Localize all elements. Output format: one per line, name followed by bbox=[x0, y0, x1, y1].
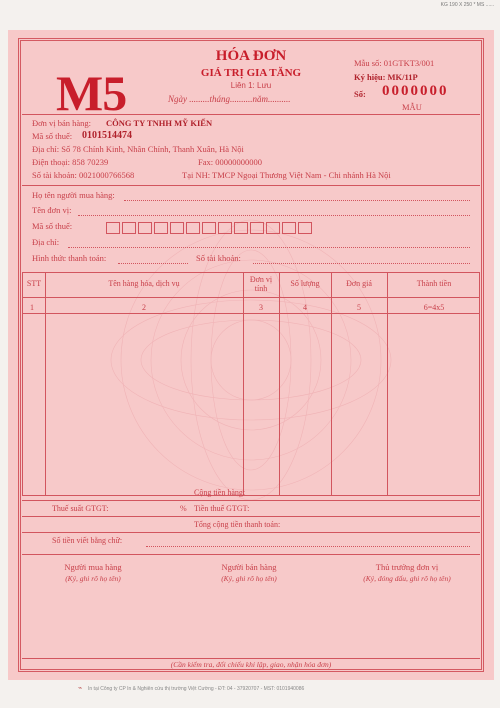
buyer-address-line[interactable] bbox=[68, 247, 470, 248]
date-line: Ngày .........tháng..........năm.......... bbox=[168, 94, 291, 104]
buyer-tax-label: Mã số thuế: bbox=[32, 221, 73, 231]
divider bbox=[22, 658, 480, 659]
sig-seller: Người bán hàng bbox=[221, 562, 277, 572]
payment-line[interactable] bbox=[118, 263, 188, 264]
sig-head-note: (Ký, đóng dấu, ghi rõ họ tên) bbox=[363, 574, 451, 583]
seller-bank: Tại NH: TMCP Ngoại Thương Việt Nam - Chi nhánh Hà Nội bbox=[182, 170, 391, 180]
divider bbox=[22, 500, 480, 501]
col-num-6: 6=4x5 bbox=[423, 303, 445, 312]
buyer-account-line[interactable] bbox=[253, 263, 470, 264]
symbol: Ký hiệu: MK/11P bbox=[354, 72, 418, 82]
sig-buyer-note: (Ký, ghi rõ họ tên) bbox=[65, 574, 121, 583]
col-num-4: 4 bbox=[303, 303, 307, 312]
seller-phone: Điện thoại: 858 70239 bbox=[32, 157, 109, 167]
buyer-tax-boxes[interactable] bbox=[106, 219, 314, 237]
th-stt: STT bbox=[26, 279, 42, 288]
buyer-unit-label: Tên đơn vị: bbox=[32, 205, 72, 215]
col-num-3: 3 bbox=[259, 303, 263, 312]
invoice-subtitle: GIÁ TRỊ GIA TĂNG bbox=[200, 67, 302, 79]
serial-number: 0000000 bbox=[382, 83, 449, 99]
seller-tax-label: Mã số thuế: bbox=[32, 131, 73, 141]
seller-address: Địa chỉ: Số 78 Chính Kinh, Nhân Chính, Thanh Xuân, Hà Nội bbox=[32, 144, 244, 154]
col-num-2: 2 bbox=[142, 303, 146, 312]
th-unit: Đơn vị tính bbox=[249, 275, 273, 293]
corner-spec: KG 190 X 250 * MS ...... bbox=[440, 2, 494, 8]
amount-in-words-line[interactable] bbox=[146, 546, 470, 547]
divider bbox=[22, 532, 480, 533]
divider bbox=[22, 516, 480, 517]
seller-fax: Fax: 00000000000 bbox=[198, 157, 262, 167]
th-unit-price: Đơn giá bbox=[346, 279, 372, 288]
sig-seller-note: (Ký, ghi rõ họ tên) bbox=[221, 574, 277, 583]
logo-m5: M5 bbox=[56, 65, 127, 121]
seller-name-label: Đơn vị bán hàng: bbox=[32, 118, 92, 128]
form-number: Mẫu số: 01GTKT3/001 bbox=[354, 58, 435, 68]
buyer-name-label: Họ tên người mua hàng: bbox=[32, 190, 115, 200]
payment-label: Hình thức thanh toán: bbox=[32, 253, 107, 263]
check-note: (Cần kiểm tra, đối chiếu khi lập, giao, nhận hóa đơn) bbox=[170, 660, 332, 669]
items-table bbox=[22, 272, 480, 496]
divider bbox=[22, 185, 480, 186]
vat-amount-label: Tiền thuế GTGT: bbox=[194, 504, 250, 513]
seller-tax: 0101514474 bbox=[82, 130, 132, 141]
serial-label: Số: bbox=[354, 89, 366, 99]
th-amount: Thành tiền bbox=[416, 279, 452, 288]
buyer-account-label: Số tài khoản: bbox=[196, 253, 241, 263]
buyer-address-label: Địa chỉ: bbox=[32, 237, 60, 247]
printer-line: In tại Công ty CP In & Nghiên cứu thị trường Việt Cường - ĐT: 04 - 37920707 - MST: 0101940086 bbox=[88, 686, 305, 692]
invoice-sheet bbox=[8, 30, 494, 680]
invoice-title: HÓA ĐƠN bbox=[215, 48, 287, 64]
vat-rate-label: Thuế suất GTGT: bbox=[52, 504, 109, 513]
seller-account: Số tài khoản: 0021000766568 bbox=[32, 170, 135, 180]
amount-in-words-label: Số tiền viết bằng chữ: bbox=[52, 536, 123, 545]
th-goods: Tên hàng hóa, dịch vụ bbox=[108, 279, 180, 288]
grand-total-label: Tổng cộng tiền thanh toán: bbox=[194, 520, 281, 529]
printer-logo-icon: ⌁ bbox=[78, 684, 83, 692]
subtotal-label: Cộng tiền hàng: bbox=[194, 488, 246, 497]
buyer-unit-line[interactable] bbox=[78, 215, 470, 216]
seller-name: CÔNG TY TNHH MỸ KIẾN bbox=[106, 118, 213, 128]
mau-label: MẪU bbox=[402, 102, 422, 112]
divider bbox=[22, 554, 480, 555]
sig-head: Thủ trưởng đơn vị bbox=[375, 562, 439, 572]
buyer-name-line[interactable] bbox=[124, 200, 470, 201]
sig-buyer: Người mua hàng bbox=[64, 562, 122, 572]
col-num-5: 5 bbox=[357, 303, 361, 312]
percent-sign: % bbox=[180, 504, 187, 513]
copy-label: Liên 1: Lưu bbox=[230, 81, 272, 90]
th-quantity: Số lượng bbox=[290, 279, 320, 288]
divider bbox=[22, 114, 480, 115]
col-num-1: 1 bbox=[30, 303, 34, 312]
